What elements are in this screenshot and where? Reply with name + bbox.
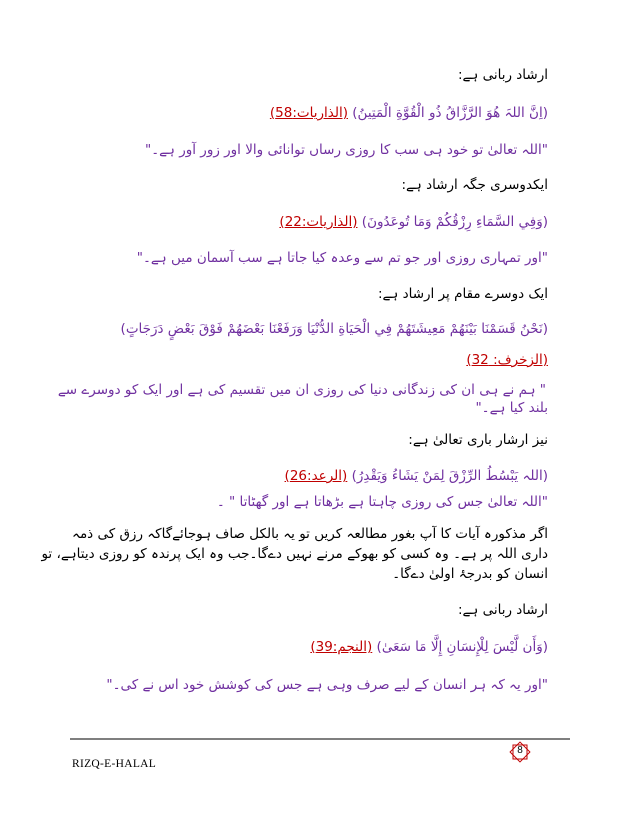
paragraph-line-1: اگر مذکورہ آیات کا آپ بغور مطالعہ کریں تو یہ بالکل صاف ہوجائےگاکہ رزق کی ذمہ (72, 526, 548, 542)
translation-1: "اللہ تعالیٰ تو خود ہی سب کا روزی رساں توانائی والا اور زور آور ہے۔" (144, 142, 548, 158)
heading-irshad-4: نیز ارشار باری تعالیٰ ہے: (408, 432, 548, 448)
verse-text: (وَأَن لَّيْسَ لِلْإِنسَانِ إِلَّا مَا سَعَىٰ) (376, 639, 548, 655)
page-number-badge (508, 740, 532, 764)
translation-2: "اور تمہاری روزی اور جو تم سے وعدہ کیا جاتا ہے سب آسمان میں ہے۔" (136, 250, 548, 266)
verse-4 (285, 467, 548, 485)
translation-3-line1: " ہم نے ہی ان کی زندگانی دنیا کی روزی ان میں تقسیم کی ہے اور ایک کو دوسرے سے (57, 382, 546, 398)
verse-3-text: (نَحْنُ قَسَمْنَا بَيْنَهُمْ مَعِيشَتَهُمْ فِي الْحَيَاةِ الدُّنْيَا وَرَفَعْنَا بَعْضَهُمْ فَوْقَ بَعْضٍ دَرَجَاتٍ) (120, 321, 548, 337)
verse-3-reference: (الزخرف: 32) (466, 352, 548, 368)
translation-3-line2: بلند کیا ہے۔" (475, 400, 548, 416)
verse-text: (وَفِي السَّمَاءِ رِزْقُكُمْ وَمَا تُوعَدُونَ) (361, 214, 548, 230)
translation-5: "اور یہ کہ ہر انسان کے لیے صرف وہی ہے جس کی کوشش خود اس نے کی۔" (106, 677, 548, 693)
verse-2 (279, 213, 548, 231)
verse-text: (اِنَّ اللہَ هُوَ الرَّزَّاقُ ذُو الْقُوَّةِ الْمَتِينُ) (352, 105, 548, 121)
page-number: 8 (517, 745, 523, 756)
verse-1 (270, 104, 548, 122)
verse-reference: (الذاریات:22) (279, 214, 358, 230)
verse-reference: (الذاریات:58) (269, 105, 348, 121)
footer-title: RIZQ-E-HALAL (72, 758, 157, 770)
heading-irshad-1: ارشاد ربانی ہے: (457, 67, 548, 83)
translation-4: "اللہ تعالیٰ جس کی روزی چاہتا ہے بڑھاتا ہے اور گھٹاتا " ۔ (216, 494, 548, 510)
heading-irshad-5: ارشاد ربانی ہے: (457, 602, 548, 618)
verse-reference: (النجم:39) (310, 639, 373, 655)
verse-text: (اللہ يَبْسُطُ الرِّزْقَ لِمَنْ يَشَاءُ وَيَقْدِرُ) (351, 468, 548, 484)
footer-divider (70, 738, 570, 740)
heading-irshad-3: ایک دوسرے مقام پر ارشاد ہے: (377, 286, 548, 302)
heading-irshad-2: ایکدوسری جگہ ارشاد ہے: (401, 177, 548, 193)
verse-reference: (الرعد:26) (284, 468, 348, 484)
paragraph-line-3: انسان کو بدرجۂ اولیٰ دےگا۔ (392, 566, 548, 582)
verse-5 (310, 638, 548, 656)
paragraph-line-2: داری اللہ پر ہے۔ وہ کسی کو بھوکے مرنے نہیں دےگا۔جب وہ ایک پرندہ کو روزی دیتاہے، تو (41, 546, 548, 562)
